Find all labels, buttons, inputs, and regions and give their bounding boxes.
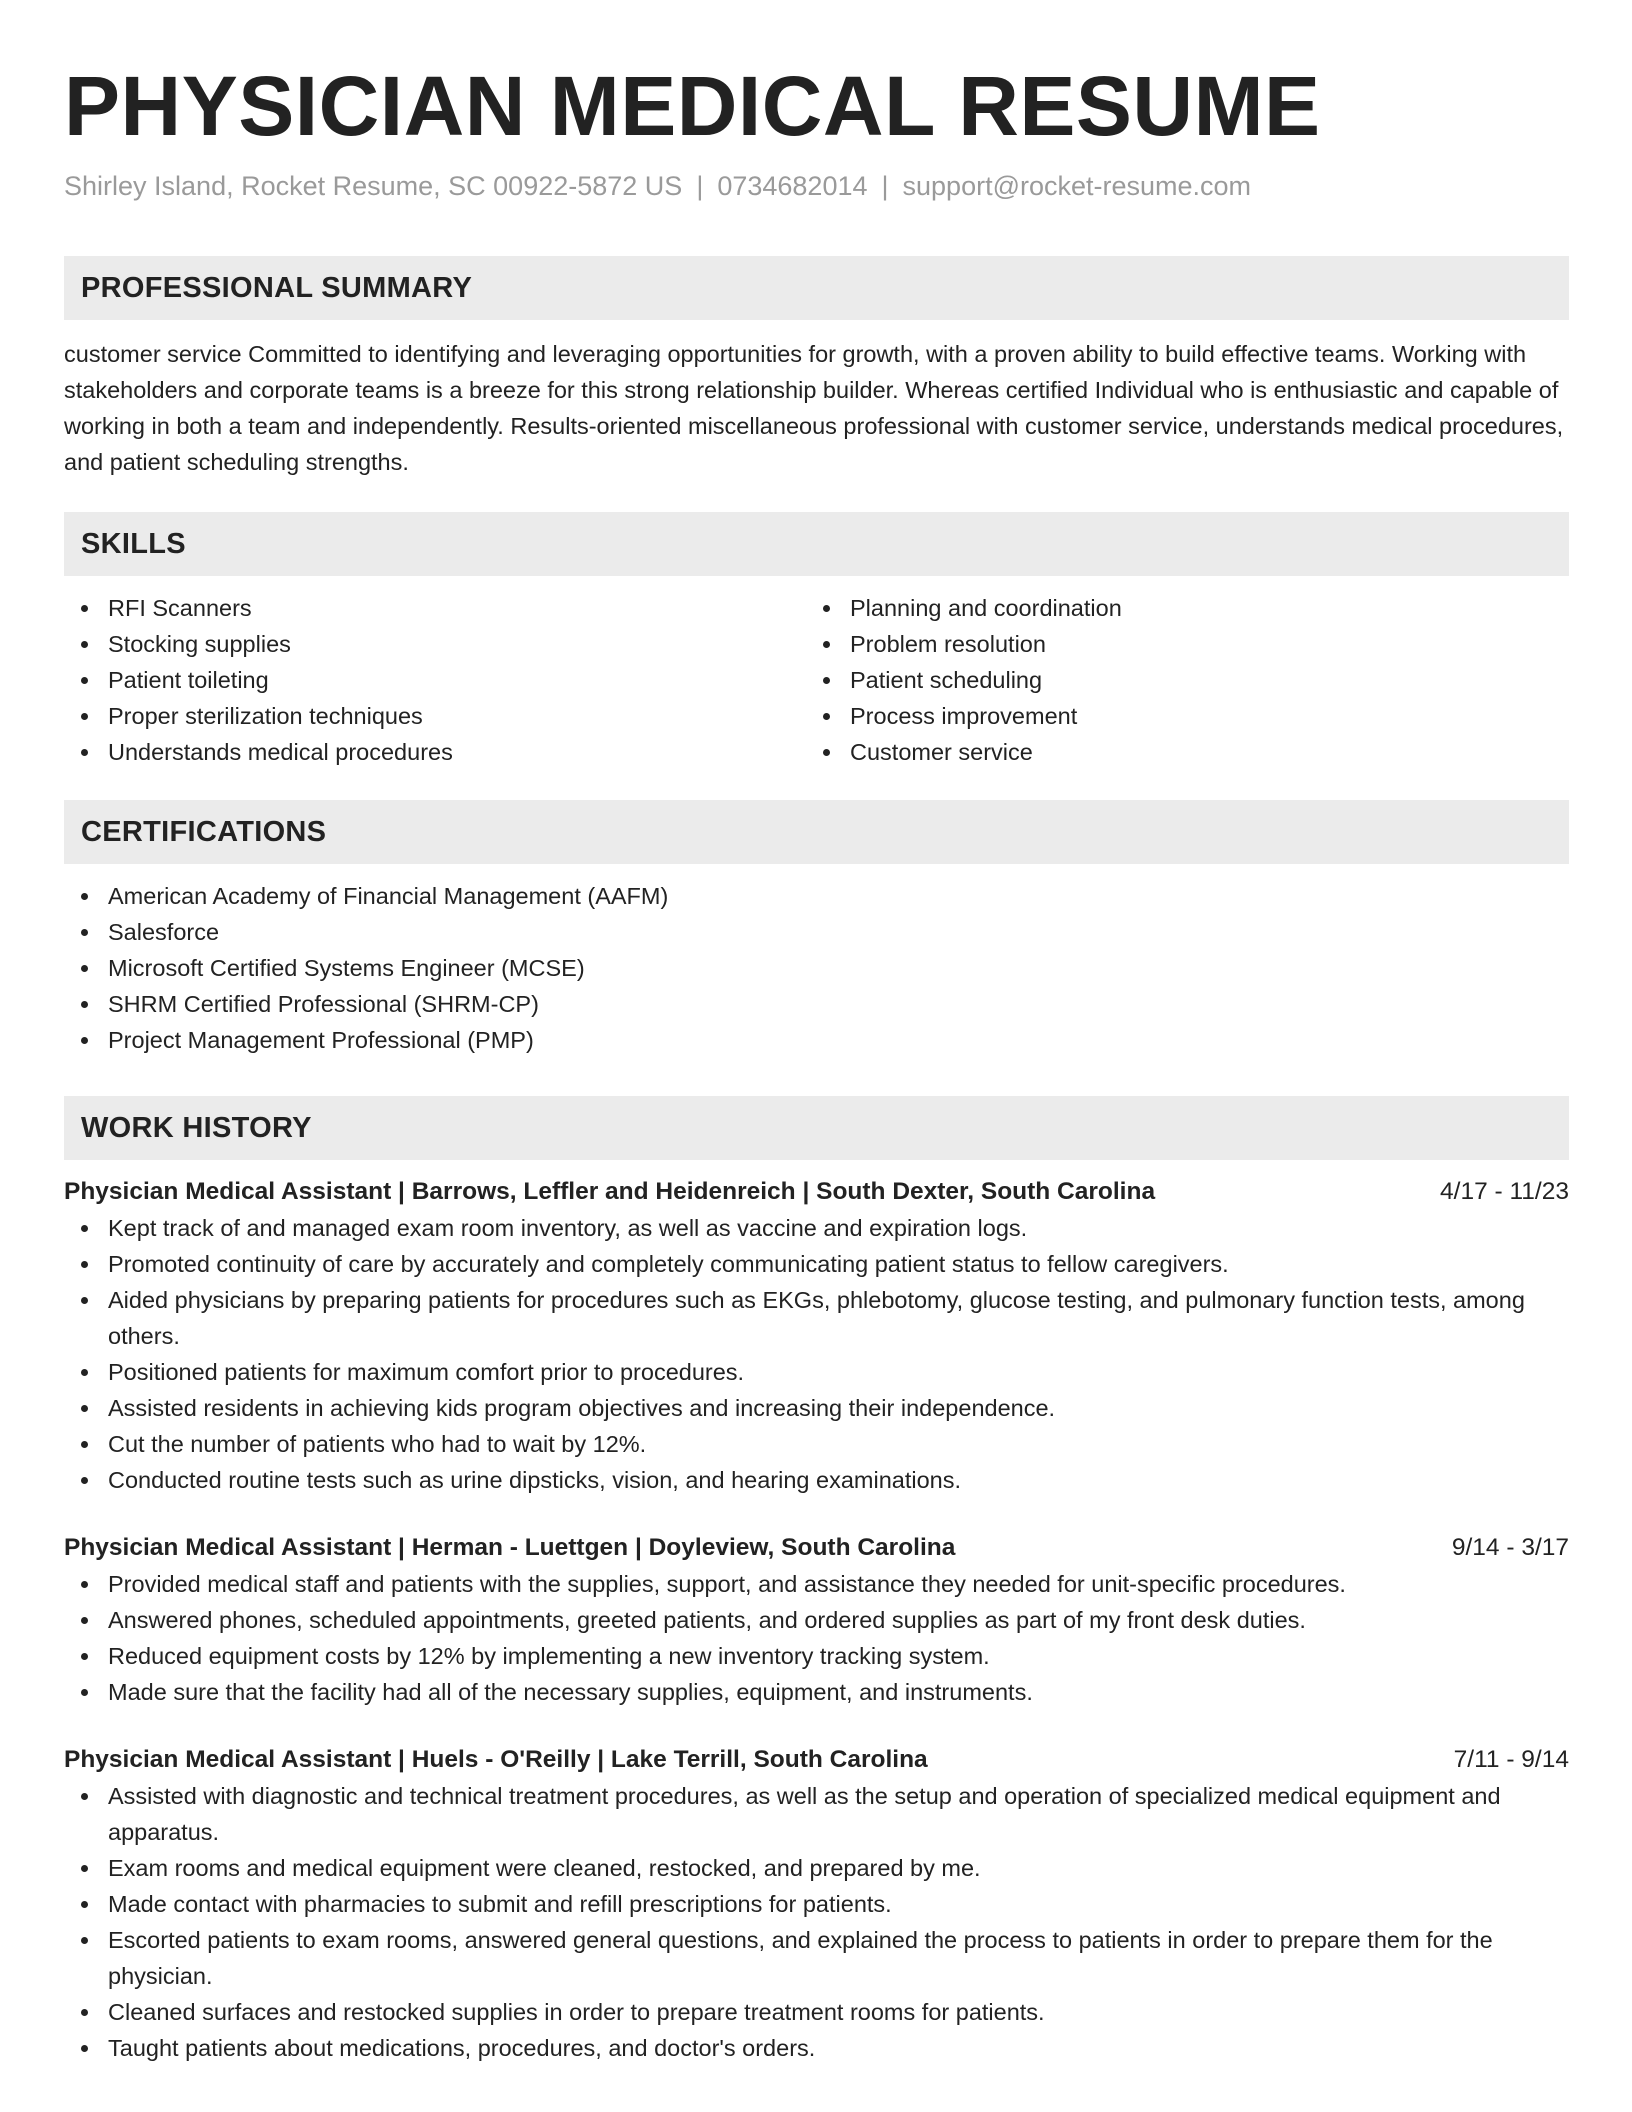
skill-item: RFI Scanners <box>64 590 806 626</box>
job-bullet: Answered phones, scheduled appointments, greeted patients, and ordered supplies as part of my front desk duties. <box>64 1602 1569 1638</box>
skill-item: Customer service <box>806 734 1548 770</box>
skills-list-right <box>806 590 1548 770</box>
job-bullet: Escorted patients to exam rooms, answered general questions, and explained the process to patients in order to prepare them for the physician. <box>64 1922 1569 1994</box>
skill-item: Patient scheduling <box>806 662 1548 698</box>
job-dates: 7/11 - 9/14 <box>1453 1746 1569 1773</box>
certification-item: Salesforce <box>64 914 1569 950</box>
job-title: Physician Medical Assistant | Barrows, Leffler and Heidenreich | South Dexter, South Carolina <box>64 1178 1156 1205</box>
job-entry <box>64 1174 1569 1498</box>
skills-grid <box>64 590 1569 770</box>
resume-page <box>64 0 1569 2066</box>
job-bullet: Conducted routine tests such as urine dipsticks, vision, and hearing examinations. <box>64 1462 1569 1498</box>
section-header-skills: SKILLS <box>64 512 1569 576</box>
job-bullet-list <box>64 1210 1569 1498</box>
job-bullet: Assisted residents in achieving kids program objectives and increasing their independence. <box>64 1390 1569 1426</box>
job-bullet: Aided physicians by preparing patients for procedures such as EKGs, phlebotomy, glucose testing, and pulmonary function tests, among others. <box>64 1282 1569 1354</box>
section-header-work-history: WORK HISTORY <box>64 1096 1569 1160</box>
contact-address: Shirley Island, Rocket Resume, SC 00922-5872 US <box>64 171 683 201</box>
contact-phone: 0734682014 <box>717 171 868 201</box>
job-bullet: Exam rooms and medical equipment were cleaned, restocked, and prepared by me. <box>64 1850 1569 1886</box>
job-dates: 4/17 - 11/23 <box>1440 1178 1569 1205</box>
job-title: Physician Medical Assistant | Huels - O'Reilly | Lake Terrill, South Carolina <box>64 1746 928 1773</box>
job-entry <box>64 1530 1569 1710</box>
job-bullet: Assisted with diagnostic and technical treatment procedures, as well as the setup and operation of specialized medical equipment and apparatus. <box>64 1778 1569 1850</box>
contact-line <box>64 168 1569 204</box>
job-bullet: Taught patients about medications, procedures, and doctor's orders. <box>64 2030 1569 2066</box>
section-header-summary: PROFESSIONAL SUMMARY <box>64 256 1569 320</box>
job-bullet: Cut the number of patients who had to wait by 12%. <box>64 1426 1569 1462</box>
job-bullet: Made contact with pharmacies to submit and refill prescriptions for patients. <box>64 1886 1569 1922</box>
certification-item: Microsoft Certified Systems Engineer (MCSE) <box>64 950 1569 986</box>
skill-item: Stocking supplies <box>64 626 806 662</box>
job-bullet: Promoted continuity of care by accurately and completely communicating patient status to fellow caregivers. <box>64 1246 1569 1282</box>
skill-item: Proper sterilization techniques <box>64 698 806 734</box>
section-header-certifications: CERTIFICATIONS <box>64 800 1569 864</box>
skills-list-left <box>64 590 806 770</box>
job-bullet: Positioned patients for maximum comfort prior to procedures. <box>64 1354 1569 1390</box>
job-bullet-list <box>64 1778 1569 2066</box>
job-header <box>64 1742 1569 1778</box>
job-dates: 9/14 - 3/17 <box>1451 1534 1569 1561</box>
contact-separator: | <box>696 171 704 201</box>
job-entry <box>64 1742 1569 2066</box>
job-bullet-list <box>64 1566 1569 1710</box>
certification-item: Project Management Professional (PMP) <box>64 1022 1569 1058</box>
skill-item: Problem resolution <box>806 626 1548 662</box>
contact-separator: | <box>881 171 889 201</box>
certification-item: SHRM Certified Professional (SHRM-CP) <box>64 986 1569 1022</box>
certification-item: American Academy of Financial Management (AAFM) <box>64 878 1569 914</box>
certifications-list <box>64 878 1569 1058</box>
job-title: Physician Medical Assistant | Herman - Luettgen | Doyleview, South Carolina <box>64 1534 956 1561</box>
job-header <box>64 1530 1569 1566</box>
job-header <box>64 1174 1569 1210</box>
resume-title: PHYSICIAN MEDICAL RESUME <box>64 59 1321 153</box>
job-bullet: Cleaned surfaces and restocked supplies in order to prepare treatment rooms for patients. <box>64 1994 1569 2030</box>
skill-item: Understands medical procedures <box>64 734 806 770</box>
job-bullet: Reduced equipment costs by 12% by implementing a new inventory tracking system. <box>64 1638 1569 1674</box>
summary-text: customer service Committed to identifying and leveraging opportunities for growth, with a proven ability to build effective teams. Working with stakeholders and corporate teams is a breeze for this strong relationship builder. Whereas certified Individual who is enthusiastic and capable of working in both a team and independently. Results-oriented miscellaneous professional with customer service, understands medical procedures, and patient scheduling strengths. <box>64 341 1564 475</box>
contact-email[interactable]: support@rocket-resume.com <box>902 171 1252 201</box>
job-bullet: Provided medical staff and patients with the supplies, support, and assistance they needed for unit-specific procedures. <box>64 1566 1569 1602</box>
job-bullet: Kept track of and managed exam room inventory, as well as vaccine and expiration logs. <box>64 1210 1569 1246</box>
skill-item: Planning and coordination <box>806 590 1548 626</box>
skill-item: Process improvement <box>806 698 1548 734</box>
job-bullet: Made sure that the facility had all of the necessary supplies, equipment, and instruments. <box>64 1674 1569 1710</box>
skill-item: Patient toileting <box>64 662 806 698</box>
